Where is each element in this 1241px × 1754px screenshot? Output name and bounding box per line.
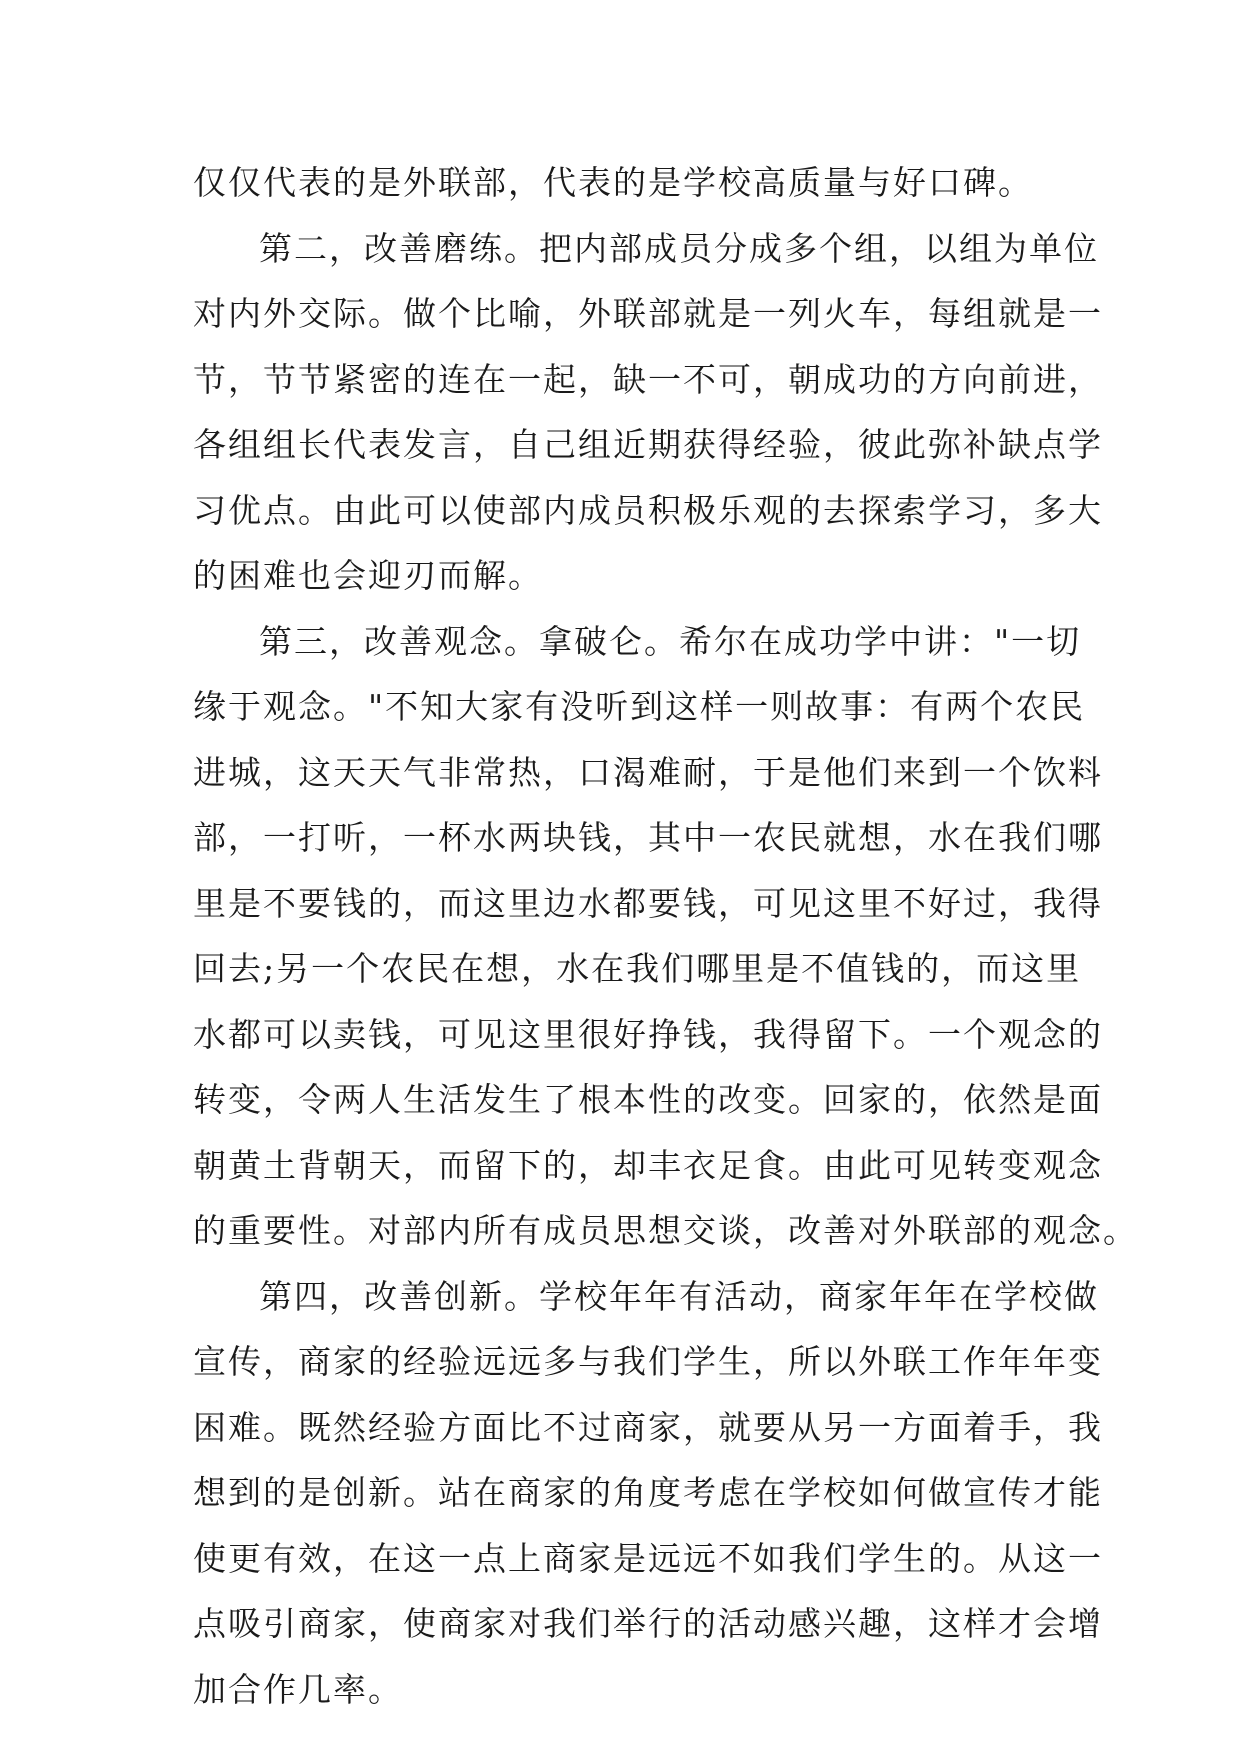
text-line: 习优点。由此可以使部内成员积极乐观的去探索学习，多大 (193, 490, 1103, 530)
paragraph-first-line: 第二，改善磨练。把内部成员分成多个组，以组为单位 (259, 228, 1099, 268)
text-line: 的困难也会迎刃而解。 (193, 556, 543, 595)
paragraph-first-line: 第四，改善创新。学校年年有活动，商家年年在学校做 (259, 1276, 1099, 1316)
text-line: 各组组长代表发言，自己组近期获得经验，彼此弥补缺点学 (193, 425, 1103, 464)
text-line: 朝黄土背朝天，而留下的，却丰衣足食。由此可见转变观念 (193, 1145, 1103, 1185)
text-line: 的重要性。对部内所有成员思想交谈，改善对外联部的观念。 (193, 1211, 1138, 1250)
text-line: 点吸引商家，使商家对我们举行的活动感兴趣，这样才会增 (193, 1604, 1103, 1643)
text-line: 使更有效，在这一点上商家是远远不如我们学生的。从这一 (193, 1538, 1103, 1578)
text-line: 部，一打听，一杯水两块钱，其中一农民就想，水在我们哪 (193, 818, 1103, 857)
text-line: 回去;另一个农民在想，水在我们哪里是不值钱的，而这里 (193, 949, 1082, 988)
text-line: 宣传，商家的经验远远多与我们学生，所以外联工作年年变 (193, 1342, 1103, 1381)
text-line: 水都可以卖钱，可见这里很好挣钱，我得留下。一个观念的 (193, 1014, 1103, 1054)
text-line: 加合作几率。 (193, 1669, 403, 1709)
text-line: 困难。既然经验方面比不过商家，就要从另一方面着手，我 (193, 1407, 1103, 1447)
text-line: 缘于观念。"不知大家有没听到这样一则故事：有两个农民 (193, 687, 1086, 726)
text-line: 想到的是创新。站在商家的角度考虑在学校如何做宣传才能 (193, 1473, 1103, 1512)
text-line: 节，节节紧密的连在一起，缺一不可，朝成功的方向前进， (193, 359, 1103, 399)
text-line: 仅仅代表的是外联部，代表的是学校高质量与好口碑。 (193, 163, 1033, 202)
paragraph-first-line: 第三，改善观念。拿破仑。希尔在成功学中讲："一切 (259, 621, 1082, 661)
body-text (193, 150, 1138, 1722)
text-line: 对内外交际。做个比喻，外联部就是一列火车，每组就是一 (193, 294, 1103, 333)
text-line: 进城，这天天气非常热，口渴难耐，于是他们来到一个饮料 (193, 752, 1103, 792)
text-line: 里是不要钱的，而这里边水都要钱，可见这里不好过，我得 (193, 883, 1103, 923)
text-line: 转变，令两人生活发生了根本性的改变。回家的，依然是面 (193, 1080, 1103, 1119)
